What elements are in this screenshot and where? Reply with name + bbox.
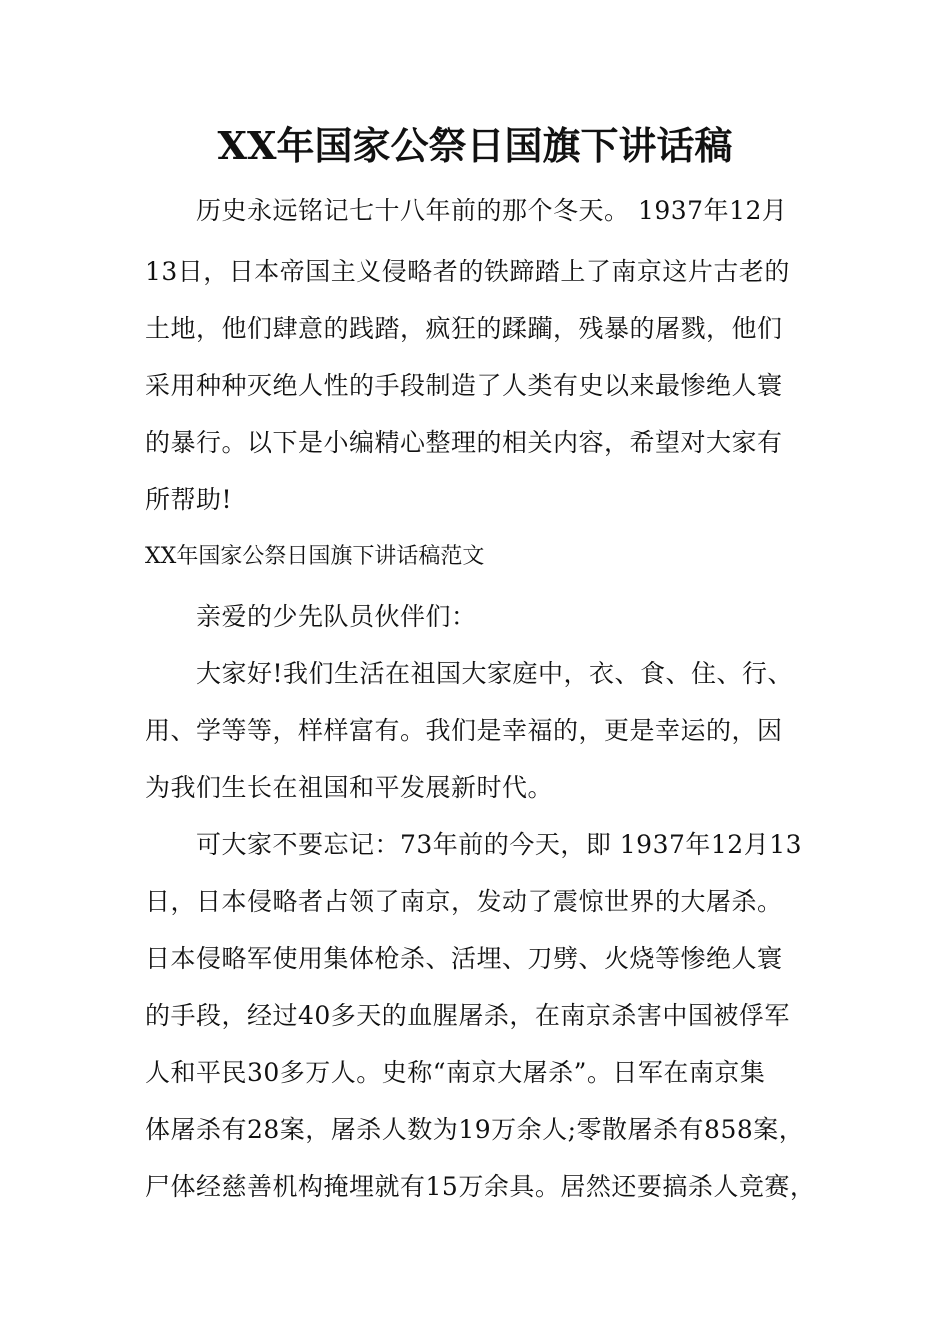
paragraph-line: 的手段，经过40多天的血腥屠杀，在南京杀害中国被俘军 [145,1001,790,1030]
greeting-line: 亲爱的少先队员伙伴们： [196,602,477,631]
paragraph-line: 人和平民30多万人。史称“南京大屠杀”。日军在南京集 [145,1058,766,1087]
paragraph-line: 大家好!我们生活在祖国大家庭中，衣、食、住、行、 [196,659,794,688]
paragraph-line: 用、学等等，样样富有。我们是幸福的，更是幸运的，因 [145,716,783,745]
paragraph-line: 为我们生长在祖国和平发展新时代。 [145,773,554,802]
paragraph-line: 土地，他们肆意的践踏，疯狂的蹂躏，残暴的屠戮，他们 [145,314,783,343]
paragraph-line: 体屠杀有28案，屠杀人数为19万余人;零散屠杀有858案， [145,1115,805,1144]
paragraph-line: 可大家不要忘记：73年前的今天，即 1937年12月13 [196,830,803,859]
paragraph-line: 13日，日本帝国主义侵略者的铁蹄踏上了南京这片古老的 [145,257,790,286]
paragraph-line: 历史永远铭记七十八年前的那个冬天。 1937年12月 [196,196,788,225]
paragraph-line: 尸体经慈善机构掩埋就有15万余具。居然还要搞杀人竞赛， [145,1172,816,1201]
paragraph-line: 的暴行。以下是小编精心整理的相关内容，希望对大家有 [145,428,783,457]
paragraph-line: 所帮助! [145,485,233,514]
paragraph-line: 采用种种灭绝人性的手段制造了人类有史以来最惨绝人寰 [145,371,783,400]
section-subheading: XX年国家公祭日国旗下讲话稿范文 [145,544,485,569]
paragraph-line: 日本侵略军使用集体枪杀、活埋、刀劈、火烧等惨绝人寰 [145,944,783,973]
document-title: XX年国家公祭日国旗下讲话稿 [217,123,733,168]
paragraph-line: 日，日本侵略者占领了南京，发动了震惊世界的大屠杀。 [145,887,783,916]
